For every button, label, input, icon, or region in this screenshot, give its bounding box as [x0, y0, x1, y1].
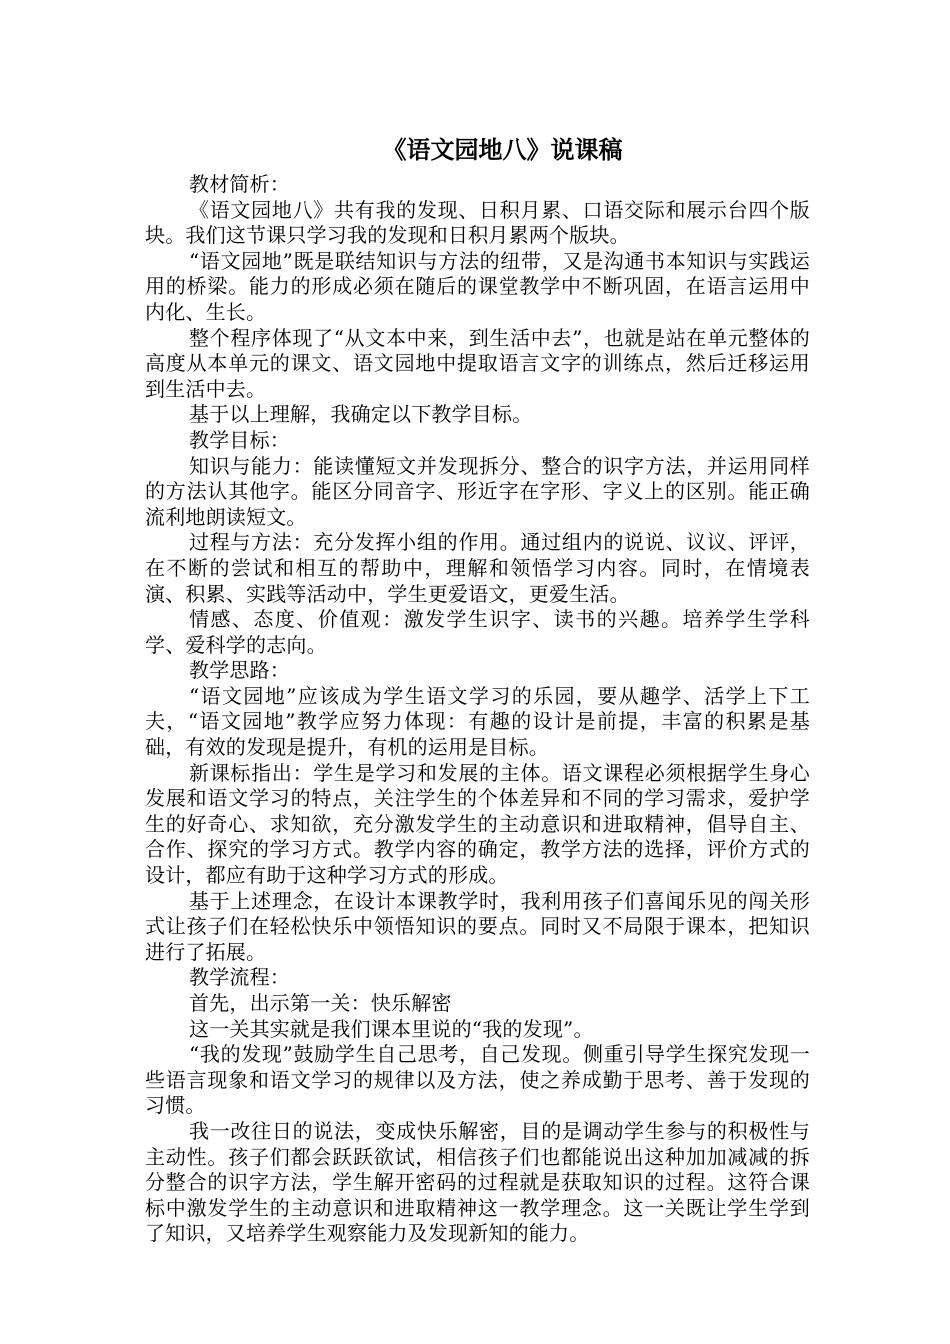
paragraph-first-level: 首先，出示第一关：快乐解密 [189, 991, 452, 1015]
paragraph-process-method: 过程与方法：充分发挥小组的作用。通过组内的说说、议议、评评，在不断的尝试和相互的帮助中，理解和领悟学习内容。同时，在情境表演、积累、实践等活动中，学生更爱语文，更爱生活。 [145, 530, 810, 606]
paragraph-textbook-overview: 《语文园地八》共有我的发现、日积月累、口语交际和展示台四个版块。我们这节课只学习我的发现和日积月累两个版块。 [145, 197, 810, 248]
paragraph-knowledge-ability: 知识与能力：能读懂短文并发现拆分、整合的识字方法，并运用同样的方法认其他字。能区分同音字、形近字在字形、字义上的区别。能正确流利地朗读短文。 [145, 453, 810, 529]
paragraph-garden-paradise: “语文园地”应该成为学生语文学习的乐园，要从趣学、活学上下工夫，“语文园地”教学应努力体现：有趣的设计是前提，丰富的积累是基础，有效的发现是提升，有机的运用是目标。 [145, 683, 810, 760]
paragraph-teaching-process-heading: 教学流程： [189, 965, 290, 990]
paragraph-textbook-analysis-heading: 教材简析： [189, 172, 290, 196]
document-title: 《语文园地八》说课稿 [382, 135, 623, 164]
paragraph-goal-intro: 基于以上理解，我确定以下教学目标。 [189, 402, 533, 427]
paragraph-design-concept: 基于上述理念，在设计本课教学时，我利用孩子们喜闻乐见的闯关形式让孩子们在轻松快乐中领悟知识的要点。同时又不局限于课本，把知识进行了拓展。 [145, 888, 810, 964]
paragraph-my-discovery-ref: 这一关其实就是我们课本里说的“我的发现”。 [189, 1016, 594, 1041]
document-page [145, 130, 810, 1247]
paragraph-happy-decrypt: 我一改往日的说法，变成快乐解密，目的是调动学生参与的积极性与主动性。孩子们都会跃跃欲试，相信孩子们也都能说出这种加加减减的拆分整合的识字方法，学生解开密码的过程就是获取知识的过程。这符合课标中激发学生的主动意识和进取精神这一教学理念。这一关既让学生学到了知识，又培养学生观察能力及发现新知的能力。 [145, 1118, 810, 1246]
paragraph-emotion-attitude: 情感、态度、价值观：激发学生识字、读书的兴趣。培养学生学科学、爱科学的志向。 [145, 607, 810, 657]
paragraph-my-discovery-detail: “我的发现”鼓励学生自己思考，自己发现。侧重引导学生探究发现一些语言现象和语文学习的规律以及方法，使之养成勤于思考、善于发现的习惯。 [145, 1042, 810, 1118]
paragraph-garden-bridge: “语文园地”既是联结知识与方法的纽带，又是沟通书本知识与实践运用的桥梁。能力的形成必须在随后的课堂教学中不断巩固，在语言运用中内化、生长。 [145, 248, 810, 324]
paragraph-new-curriculum: 新课标指出：学生是学习和发展的主体。语文课程必须根据学生身心发展和语文学习的特点，关注学生的个体差异和不同的学习需求，爱护学生的好奇心、求知欲，充分激发学生的主动意识和进取精神，倡导自主、合作、探究的学习方式。教学内容的确定，教学方法的选择，评价方式的设计，都应有助于这种学习方式的形成。 [145, 760, 810, 888]
paragraph-program-design: 整个程序体现了“从文本中来，到生活中去”，也就是站在单元整体的高度从本单元的课文、语文园地中提取语言文字的训练点，然后迁移运用到生活中去。 [145, 325, 810, 401]
paragraph-teaching-approach-heading: 教学思路： [189, 658, 290, 683]
paragraph-teaching-goals-heading: 教学目标： [189, 427, 290, 452]
